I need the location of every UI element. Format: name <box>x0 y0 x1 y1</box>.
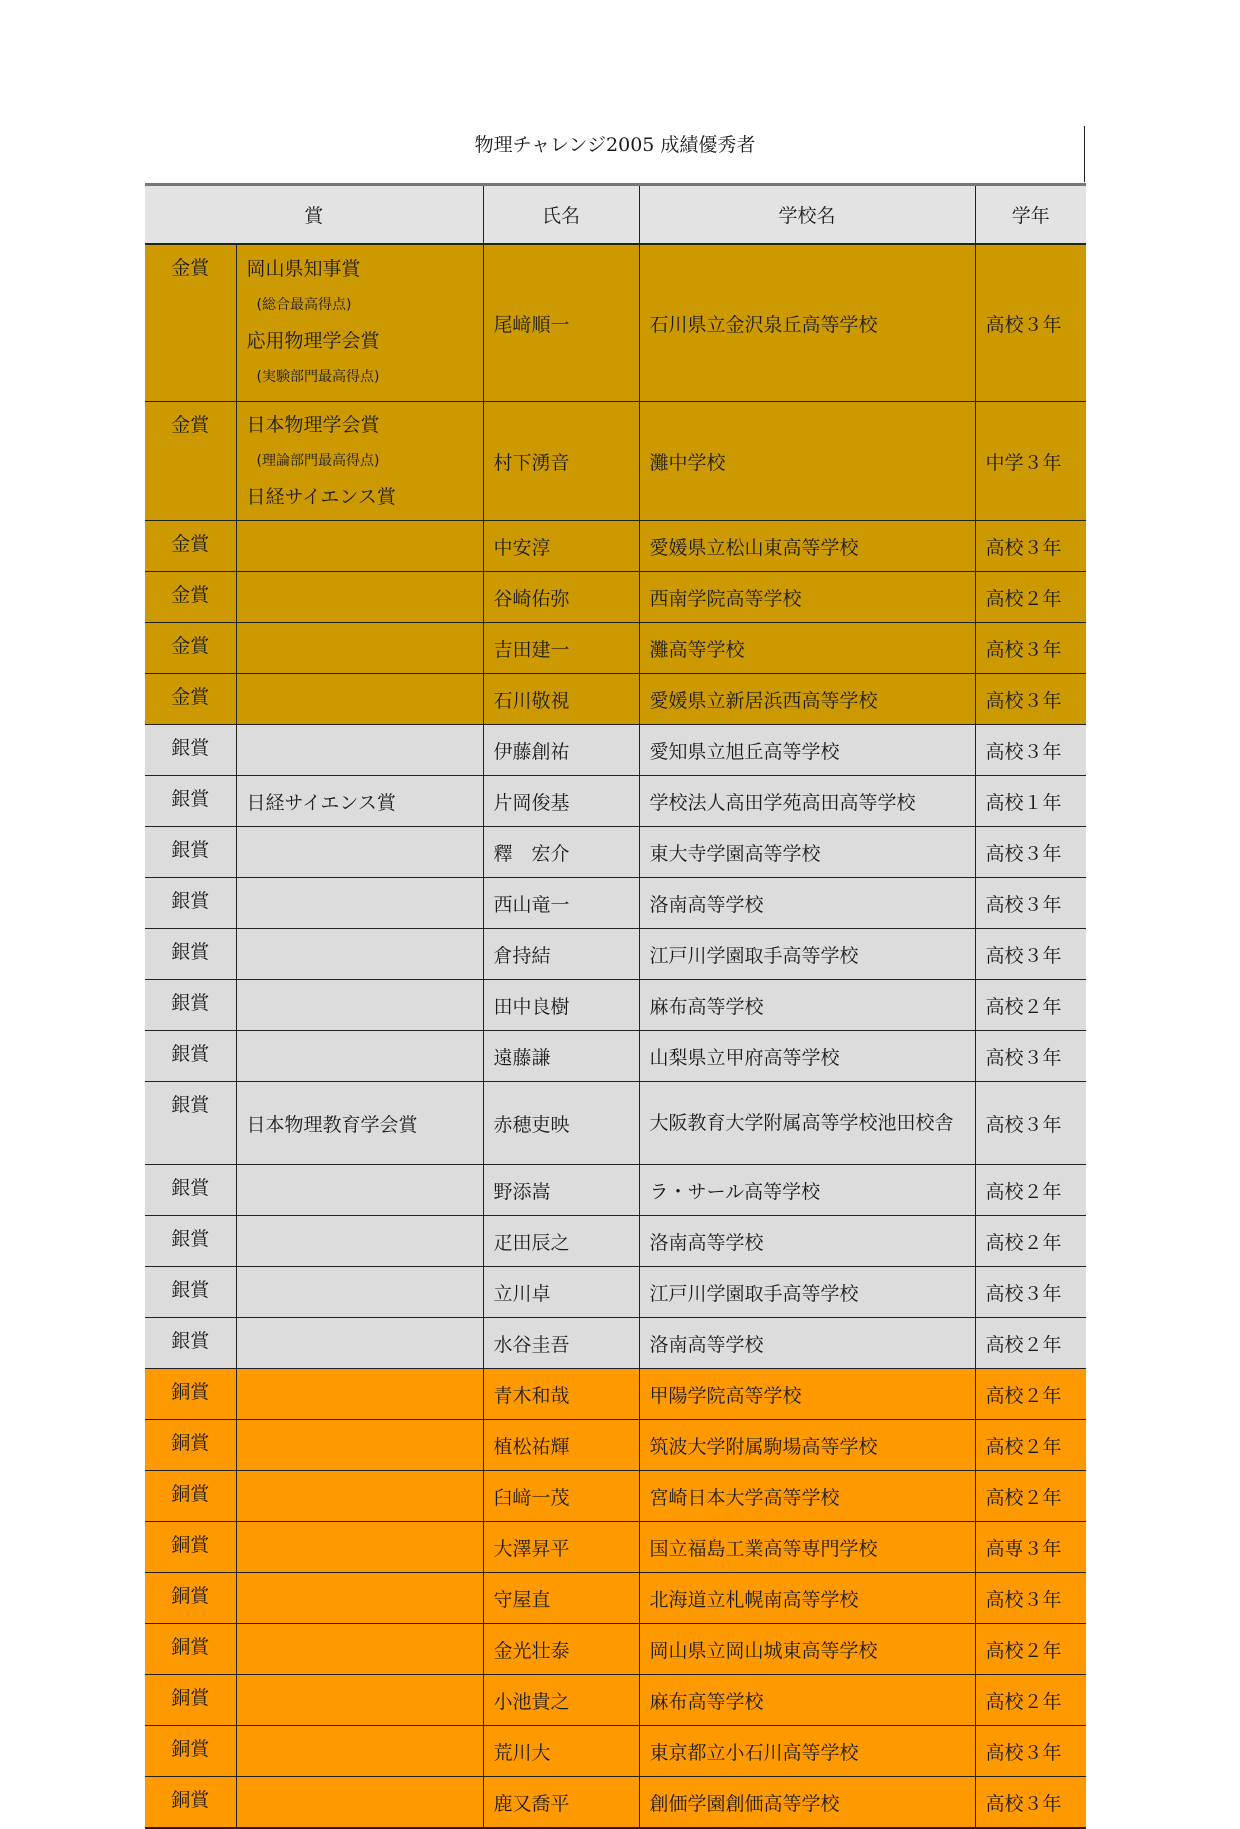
table-row <box>145 402 1086 521</box>
school-cell: 大阪教育大学附属高等学校池田校舎 <box>639 1082 975 1165</box>
table-row <box>145 572 1086 623</box>
table-row <box>145 980 1086 1031</box>
school-cell: ラ・サール高等学校 <box>639 1165 975 1216</box>
special-award-cell <box>236 827 483 878</box>
table-row <box>145 244 1086 402</box>
medal-cell: 銀賞 <box>145 1216 236 1267</box>
medal-cell: 銀賞 <box>145 1082 236 1165</box>
grade-cell: 高校２年 <box>975 1420 1086 1471</box>
student-name-cell: 西山竜一 <box>483 878 639 929</box>
header-name: 氏名 <box>483 185 639 245</box>
special-award-cell <box>236 1675 483 1726</box>
medal-cell: 金賞 <box>145 521 236 572</box>
medal-cell: 銅賞 <box>145 1726 236 1777</box>
title-divider <box>1084 126 1085 182</box>
medal-cell: 銅賞 <box>145 1777 236 1829</box>
table-row <box>145 1369 1086 1420</box>
school-cell: 東京都立小石川高等学校 <box>639 1726 975 1777</box>
grade-cell: 高校３年 <box>975 1777 1086 1829</box>
medal-cell: 銅賞 <box>145 1420 236 1471</box>
table-row <box>145 776 1086 827</box>
special-award-cell <box>236 244 483 402</box>
student-name-cell: 立川卓 <box>483 1267 639 1318</box>
header-grade: 学年 <box>975 185 1086 245</box>
special-award-cell: 日経サイエンス賞 <box>236 776 483 827</box>
student-name-cell: 荒川大 <box>483 1726 639 1777</box>
school-cell: 洛南高等学校 <box>639 1318 975 1369</box>
special-award-cell <box>236 1573 483 1624</box>
special-award-name: 応用物理学会賞 <box>246 330 380 352</box>
medal-cell: 金賞 <box>145 244 236 402</box>
special-award-cell <box>236 1165 483 1216</box>
grade-cell: 高校２年 <box>975 1471 1086 1522</box>
grade-cell: 高校２年 <box>975 1675 1086 1726</box>
student-name-cell: 赤穂吏映 <box>483 1082 639 1165</box>
medal-cell: 金賞 <box>145 402 236 521</box>
medal-cell: 銀賞 <box>145 827 236 878</box>
grade-cell: 高校２年 <box>975 980 1086 1031</box>
school-cell: 愛媛県立新居浜西高等学校 <box>639 674 975 725</box>
grade-cell: 高校２年 <box>975 1318 1086 1369</box>
special-award-cell <box>236 674 483 725</box>
special-award-cell <box>236 1471 483 1522</box>
table-row <box>145 1777 1086 1829</box>
school-cell: 岡山県立岡山城東高等学校 <box>639 1624 975 1675</box>
grade-cell: 高校３年 <box>975 1726 1086 1777</box>
medal-cell: 銀賞 <box>145 1267 236 1318</box>
special-award-note: (実験部門最高得点) <box>256 369 380 385</box>
grade-cell: 高校２年 <box>975 1165 1086 1216</box>
student-name-cell: 臼﨑一茂 <box>483 1471 639 1522</box>
grade-cell: 高校３年 <box>975 1082 1086 1165</box>
grade-cell: 高校３年 <box>975 1573 1086 1624</box>
table-row <box>145 1165 1086 1216</box>
grade-cell: 高校３年 <box>975 623 1086 674</box>
table-row <box>145 674 1086 725</box>
special-award-cell <box>236 572 483 623</box>
student-name-cell: 谷崎佑弥 <box>483 572 639 623</box>
special-award-name: 日経サイエンス賞 <box>246 486 396 508</box>
student-name-cell: 伊藤創祐 <box>483 725 639 776</box>
grade-cell: 高校２年 <box>975 1369 1086 1420</box>
school-cell: 国立福島工業高等専門学校 <box>639 1522 975 1573</box>
school-cell: 灘高等学校 <box>639 623 975 674</box>
awards-table <box>145 183 1086 1829</box>
medal-cell: 銅賞 <box>145 1369 236 1420</box>
special-award-note: (理論部門最高得点) <box>256 453 380 469</box>
table-row <box>145 1573 1086 1624</box>
student-name-cell: 倉持結 <box>483 929 639 980</box>
student-name-cell: 村下湧音 <box>483 402 639 521</box>
student-name-cell: 片岡俊基 <box>483 776 639 827</box>
school-cell: 洛南高等学校 <box>639 1216 975 1267</box>
school-cell: 西南学院高等学校 <box>639 572 975 623</box>
school-cell: 学校法人高田学苑高田高等学校 <box>639 776 975 827</box>
student-name-cell: 釋 宏介 <box>483 827 639 878</box>
student-name-cell: 遠藤謙 <box>483 1031 639 1082</box>
grade-cell: 高校３年 <box>975 1031 1086 1082</box>
special-award-cell <box>236 1318 483 1369</box>
school-cell: 麻布高等学校 <box>639 1675 975 1726</box>
table-row <box>145 1726 1086 1777</box>
grade-cell: 高校３年 <box>975 1267 1086 1318</box>
grade-cell: 高校３年 <box>975 929 1086 980</box>
student-name-cell: 野添嵩 <box>483 1165 639 1216</box>
medal-cell: 銀賞 <box>145 1031 236 1082</box>
school-cell: 灘中学校 <box>639 402 975 521</box>
header-school: 学校名 <box>639 185 975 245</box>
student-name-cell: 大澤昇平 <box>483 1522 639 1573</box>
table-row <box>145 1216 1086 1267</box>
table-row <box>145 827 1086 878</box>
special-award-cell <box>236 725 483 776</box>
student-name-cell: 水谷圭吾 <box>483 1318 639 1369</box>
medal-cell: 銀賞 <box>145 1165 236 1216</box>
medal-cell: 銀賞 <box>145 1318 236 1369</box>
grade-cell: 高専３年 <box>975 1522 1086 1573</box>
medal-cell: 銀賞 <box>145 725 236 776</box>
table-row <box>145 1267 1086 1318</box>
school-cell: 筑波大学附属駒場高等学校 <box>639 1420 975 1471</box>
school-cell: 麻布高等学校 <box>639 980 975 1031</box>
special-award-cell <box>236 1777 483 1829</box>
header-award: 賞 <box>145 185 483 245</box>
medal-cell: 金賞 <box>145 674 236 725</box>
medal-cell: 銅賞 <box>145 1624 236 1675</box>
grade-cell: 高校３年 <box>975 878 1086 929</box>
student-name-cell: 疋田辰之 <box>483 1216 639 1267</box>
special-award-cell <box>236 1031 483 1082</box>
school-cell: 東大寺学園高等学校 <box>639 827 975 878</box>
medal-cell: 銀賞 <box>145 929 236 980</box>
school-cell: 江戸川学園取手高等学校 <box>639 929 975 980</box>
student-name-cell: 植松祐輝 <box>483 1420 639 1471</box>
special-award-note: (総合最高得点) <box>256 297 352 313</box>
medal-cell: 銀賞 <box>145 980 236 1031</box>
special-award-cell <box>236 1216 483 1267</box>
student-name-cell: 吉田建一 <box>483 623 639 674</box>
medal-cell: 金賞 <box>145 623 236 674</box>
table-row <box>145 1082 1086 1165</box>
table-row <box>145 1471 1086 1522</box>
special-award-name: 日本物理学会賞 <box>246 414 380 436</box>
grade-cell: 高校３年 <box>975 827 1086 878</box>
school-cell: 江戸川学園取手高等学校 <box>639 1267 975 1318</box>
student-name-cell: 小池貴之 <box>483 1675 639 1726</box>
grade-cell: 高校１年 <box>975 776 1086 827</box>
student-name-cell: 金光壮泰 <box>483 1624 639 1675</box>
student-name-cell: 守屋直 <box>483 1573 639 1624</box>
special-award-cell <box>236 402 483 521</box>
special-award-cell <box>236 929 483 980</box>
special-award-name: 岡山県知事賞 <box>246 258 361 280</box>
medal-cell: 銅賞 <box>145 1471 236 1522</box>
school-cell: 北海道立札幌南高等学校 <box>639 1573 975 1624</box>
student-name-cell: 石川敬視 <box>483 674 639 725</box>
special-award-cell <box>236 878 483 929</box>
table-row <box>145 1420 1086 1471</box>
table-row <box>145 1031 1086 1082</box>
table-row <box>145 1675 1086 1726</box>
student-name-cell: 中安淳 <box>483 521 639 572</box>
school-cell: 愛媛県立松山東高等学校 <box>639 521 975 572</box>
special-award-cell <box>236 1522 483 1573</box>
grade-cell: 中学３年 <box>975 402 1086 521</box>
medal-cell: 銅賞 <box>145 1522 236 1573</box>
grade-cell: 高校２年 <box>975 572 1086 623</box>
table-row <box>145 878 1086 929</box>
grade-cell: 高校３年 <box>975 674 1086 725</box>
student-name-cell: 田中良樹 <box>483 980 639 1031</box>
page-title: 物理チャレンジ2005 成績優秀者 <box>474 134 756 156</box>
school-cell: 山梨県立甲府高等学校 <box>639 1031 975 1082</box>
special-award-cell <box>236 521 483 572</box>
table-row <box>145 623 1086 674</box>
medal-cell: 金賞 <box>145 572 236 623</box>
special-award-cell <box>236 1420 483 1471</box>
table-row <box>145 1522 1086 1573</box>
medal-cell: 銀賞 <box>145 776 236 827</box>
table-row <box>145 725 1086 776</box>
table-row <box>145 521 1086 572</box>
school-cell: 洛南高等学校 <box>639 878 975 929</box>
grade-cell: 高校３年 <box>975 521 1086 572</box>
special-award-cell <box>236 623 483 674</box>
grade-cell: 高校２年 <box>975 1216 1086 1267</box>
grade-cell: 高校２年 <box>975 1624 1086 1675</box>
medal-cell: 銀賞 <box>145 878 236 929</box>
special-award-cell <box>236 980 483 1031</box>
grade-cell: 高校３年 <box>975 244 1086 402</box>
special-award-cell: 日本物理教育学会賞 <box>236 1082 483 1165</box>
special-award-cell <box>236 1369 483 1420</box>
school-cell: 愛知県立旭丘高等学校 <box>639 725 975 776</box>
special-award-cell <box>236 1267 483 1318</box>
table-row <box>145 1624 1086 1675</box>
school-cell: 石川県立金沢泉丘高等学校 <box>639 244 975 402</box>
medal-cell: 銅賞 <box>145 1675 236 1726</box>
school-cell: 創価学園創価高等学校 <box>639 1777 975 1829</box>
student-name-cell: 尾﨑順一 <box>483 244 639 402</box>
special-award-cell <box>236 1624 483 1675</box>
grade-cell: 高校３年 <box>975 725 1086 776</box>
medal-cell: 銅賞 <box>145 1573 236 1624</box>
table-header-row <box>145 185 1086 245</box>
school-cell: 甲陽学院高等学校 <box>639 1369 975 1420</box>
school-cell: 宮崎日本大学高等学校 <box>639 1471 975 1522</box>
special-award-cell <box>236 1726 483 1777</box>
student-name-cell: 青木和哉 <box>483 1369 639 1420</box>
table-row <box>145 1318 1086 1369</box>
table-row <box>145 929 1086 980</box>
student-name-cell: 鹿又喬平 <box>483 1777 639 1829</box>
